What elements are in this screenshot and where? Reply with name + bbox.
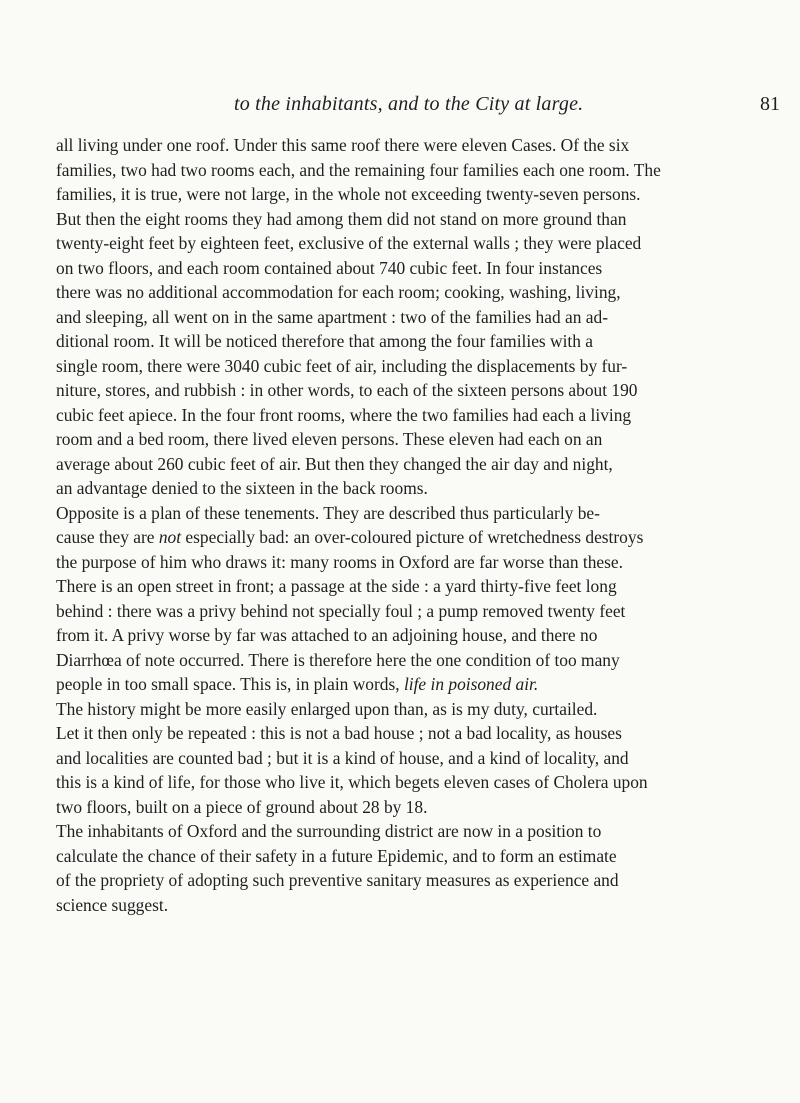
text-line	[56, 574, 790, 599]
text-segment: But then the eight rooms they had among them did not stand on more ground than	[56, 208, 627, 229]
text-line	[56, 231, 790, 256]
text-segment: Opposite is a plan of these tenements. They are described thus particularly be-	[56, 502, 600, 523]
text-segment: families, two had two rooms each, and the remaining four families each one room. The	[56, 159, 661, 180]
text-segment: this is a kind of life, for those who live it, which begets eleven cases of Cholera upon	[56, 772, 648, 792]
text-segment: ditional room. It will be noticed therefore that among the four families with a	[56, 331, 594, 351]
text-segment: of the propriety of adopting such preventive sanitary measures as experience and	[56, 870, 619, 890]
text-segment: all living under one roof. Under this same roof there were eleven Cases. Of the six	[56, 135, 630, 155]
text-line	[56, 893, 790, 918]
italic-text: life in poisoned air.	[403, 674, 539, 694]
text-segment: families, it is true, were not large, in the whole not exceeding twenty-seven persons.	[56, 184, 641, 204]
text-line	[56, 207, 790, 232]
text-segment: two floors, built on a piece of ground about 28 by 18.	[56, 796, 428, 817]
text-line	[56, 819, 790, 844]
text-line	[56, 599, 790, 624]
text-segment: There is an open street in front; a passage at the side : a yard thirty-five feet long	[56, 576, 617, 596]
text-line	[56, 868, 790, 893]
text-line	[56, 476, 790, 501]
text-line	[56, 525, 790, 550]
text-line	[56, 280, 790, 305]
text-segment: especially bad: an over-coloured picture of wretchedness destroys	[181, 527, 644, 547]
text-line	[56, 182, 790, 207]
text-line	[56, 770, 790, 795]
text-segment: calculate the chance of their safety in a future Epidemic, and to form an estimate	[56, 845, 617, 866]
italic-text: not	[158, 527, 182, 547]
text-line	[56, 329, 790, 354]
text-line	[56, 427, 790, 452]
text-segment: and localities are counted bad ; but it is a kind of house, and a kind of locality, and	[56, 747, 629, 768]
text-segment: Diarrhœa of note occurred. There is therefore here the one condition of too many	[56, 649, 620, 670]
text-segment: cause they are	[56, 527, 159, 547]
text-line	[56, 452, 790, 477]
text-segment: The history might be more easily enlarged upon than, as is my duty, curtailed.	[56, 698, 598, 719]
text-segment: twenty-eight feet by eighteen feet, exclusive of the external walls ; they were placed	[56, 233, 642, 253]
text-segment: science suggest.	[56, 894, 169, 915]
text-line	[56, 378, 790, 403]
text-line	[56, 672, 790, 697]
text-line	[56, 403, 790, 428]
text-line	[56, 305, 790, 330]
text-line	[56, 697, 790, 722]
text-segment: people in too small space. This is, in plain words,	[56, 674, 404, 694]
text-segment: an advantage denied to the sixteen in the back rooms.	[56, 478, 428, 498]
text-segment: room and a bed room, there lived eleven persons. These eleven had each on an	[56, 429, 603, 449]
text-segment: there was no additional accommodation for each room; cooking, washing, living,	[56, 282, 621, 302]
text-segment: niture, stores, and rubbish : in other words, to each of the sixteen persons about 190	[56, 380, 638, 400]
text-segment: and sleeping, all went on in the same apartment : two of the families had an ad-	[56, 306, 608, 327]
text-segment: on two floors, and each room contained about 740 cubic feet. In four instances	[56, 257, 603, 278]
text-line	[56, 648, 790, 673]
text-line	[56, 550, 790, 575]
text-line	[56, 158, 790, 183]
text-line	[56, 501, 790, 526]
running-header	[184, 93, 780, 119]
text-line	[56, 354, 790, 379]
running-header-title: to the inhabitants, and to the City at large.	[234, 93, 584, 115]
text-segment: single room, there were 3040 cubic feet of air, including the displacements by fur-	[56, 355, 628, 376]
text-line	[56, 133, 790, 158]
text-segment: behind : there was a privy behind not specially foul ; a pump removed twenty feet	[56, 600, 626, 621]
text-line	[56, 844, 790, 869]
text-segment: The inhabitants of Oxford and the surrounding district are now in a position to	[56, 821, 602, 841]
text-segment: the purpose of him who draws it: many rooms in Oxford are far worse than these.	[56, 551, 623, 572]
body-text	[56, 133, 790, 917]
text-line	[56, 795, 790, 820]
text-segment: from it. A privy worse by far was attached to an adjoining house, and there no	[56, 625, 598, 645]
page-number: 81	[760, 93, 780, 115]
text-line	[56, 623, 790, 648]
text-segment: Let it then only be repeated : this is not a bad house ; not a bad locality, as houses	[56, 723, 622, 743]
text-segment: average about 260 cubic feet of air. But then they changed the air day and night,	[56, 453, 613, 474]
text-line	[56, 721, 790, 746]
text-line	[56, 746, 790, 771]
text-segment: cubic feet apiece. In the four front rooms, where the two families had each a living	[56, 404, 632, 425]
text-line	[56, 256, 790, 281]
